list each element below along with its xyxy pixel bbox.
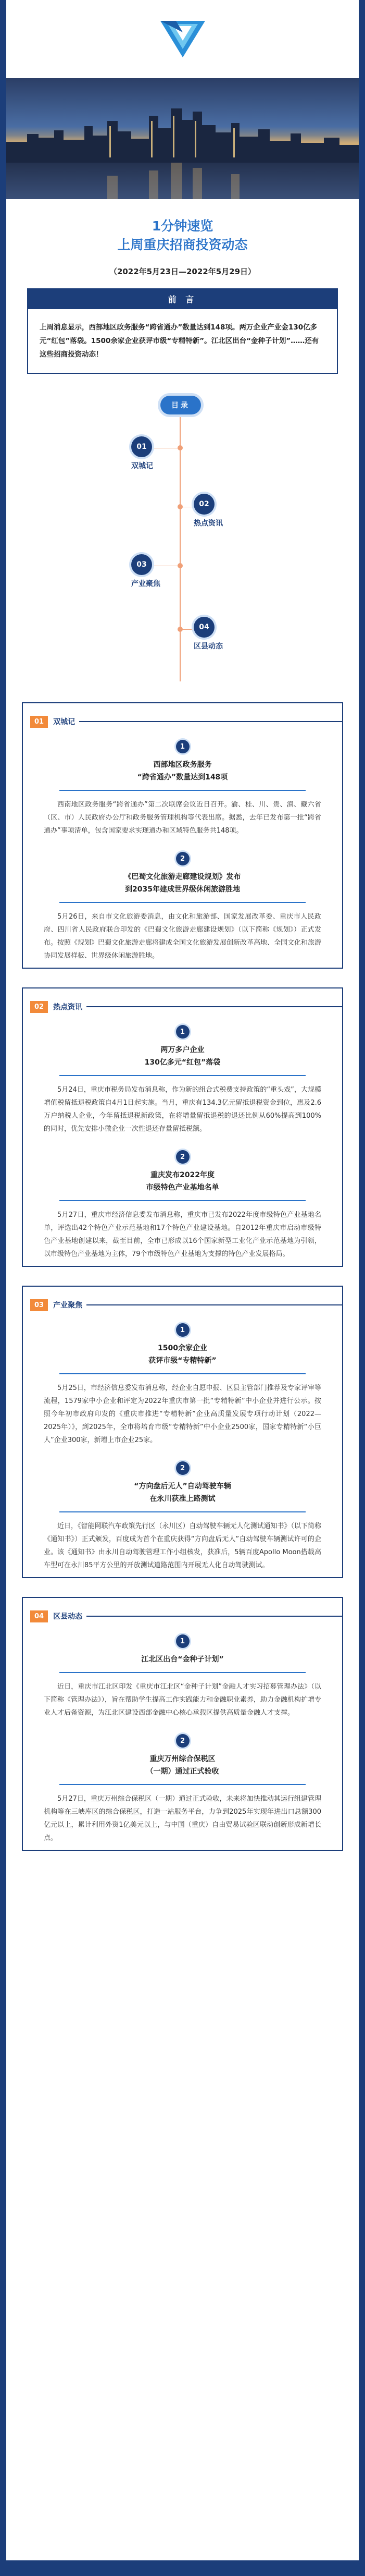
section-number: 01 xyxy=(30,716,48,728)
toc-timeline xyxy=(180,410,181,681)
news-item xyxy=(23,1016,342,1141)
item-badge: 2 xyxy=(176,1734,190,1748)
preface-box xyxy=(27,309,338,374)
item-headline xyxy=(59,1044,306,1076)
item-body: 5月24日，重庆市税务局发布消息称，作为新的组合式税费支持政策的“重头戏”，大规模增值税留抵退税政策自4月1日起实施。当月，重庆有134.3亿元留抵退税资金到位，惠及2.6万户纳税人企业，今年留抵退税新政策，在将增量留抵退税的退还比例从60%提高到100%的同时，优先安排小微企业一次性退还存量留抵税额。 xyxy=(44,1086,321,1133)
section-header xyxy=(23,1296,342,1314)
section-number: 03 xyxy=(30,1299,48,1311)
toc-item-number: 02 xyxy=(194,494,215,515)
section-industry-focus xyxy=(22,1286,343,1578)
item-headline xyxy=(59,759,306,791)
section-header xyxy=(23,1607,342,1625)
toc-item-number: 01 xyxy=(131,436,152,457)
news-item xyxy=(23,730,342,843)
title-line-2: 上周重庆招商投资动态 xyxy=(117,237,248,252)
item-body: 西南地区政务服务“跨省通办”第二次联席会议近日召开。渝、桂、川、贵、滇、藏六省（区、市）人民政府办公厅和政务服务管理机构等代表出席。据悉，去年已发布第一批“跨省通办”事项清单，包含国家要求实现通办和区域特色服务共148项。 xyxy=(44,801,321,835)
news-item xyxy=(23,1725,342,1850)
item-badge: 2 xyxy=(176,852,190,865)
item-body: 5月27日，重庆万州综合保税区（一期）通过正式验收，未来将加快推动其运行组建管理机构等在三峡库区的综合保税区，打造一站服务平台，力争到2025年实现年进出口总额300亿元以上，累计利用外资1亿美元以上，与中国（重庆）自由贸易试验区联动创新形成新增长点。 xyxy=(44,1795,321,1842)
toc-item-4[interactable] xyxy=(194,617,223,651)
item-headline xyxy=(59,1753,306,1785)
news-item xyxy=(23,1314,342,1452)
section-title: 热点资讯 xyxy=(53,1003,83,1011)
item-headline xyxy=(59,1342,306,1374)
item-body: 5月27日，重庆市经济信息委发布消息称，重庆市已发布2022年度市级特色产业基地名单，评选出42个特色产业示范基地和17个特色产业建设基地。自2012年重庆市启动市级特色产业基地创建以来，截至目前，全市已形成以16个国家新型工业化产业示范基地为引领，以市级特色产业基地为主体，79个市级特色产业基地为支撑的特色产业发展格局。 xyxy=(44,1211,321,1258)
headline-line-1: 重庆发布2022年度 xyxy=(150,1171,215,1179)
item-body: 近日，重庆市江北区印发《重庆市江北区“金种子计划”金融人才实习招募管理办法》（以下简称《管理办法》），旨在帮助学生提高工作实践能力和金融职业素养，助力金融机构扩增专业人才后备资源，为江北区建设西部金融中心核心承载区提供高质量金融人才支撑。 xyxy=(44,1683,322,1717)
news-item xyxy=(23,1141,342,1266)
headline-line-2: 获评市级“专精特新” xyxy=(148,1357,217,1365)
section-number: 04 xyxy=(30,1610,48,1622)
news-item xyxy=(23,843,342,968)
preface-text: 上周消息显示，西部地区政务服务“跨省通办”数量达到148项。两万企业产业金130亿多元“红包”落袋。1500余家企业获评市级“专精特新”。江北区出台“金种子计划”……还有这些招商投资动态！ xyxy=(40,323,319,359)
toc-item-label: 热点资讯 xyxy=(194,519,223,528)
headline-line-2: 到2035年建成世界级休闲旅游胜地 xyxy=(125,885,240,894)
headline-line-1: 1500余家企业 xyxy=(158,1344,207,1352)
toc-item-label: 产业聚焦 xyxy=(131,580,160,588)
toc-item-number: 03 xyxy=(131,554,152,575)
intro-title xyxy=(6,199,359,254)
headline-line-1: “方向盘后无人”自动驾驶车辆 xyxy=(134,1482,231,1491)
headline-line-1: 西部地区政务服务 xyxy=(153,761,212,769)
headline-line-1: 两万多户企业 xyxy=(160,1046,205,1054)
item-badge: 1 xyxy=(176,1025,190,1039)
section-title: 双城记 xyxy=(53,718,75,726)
item-headline xyxy=(59,1653,306,1673)
item-body: 近日，《智能网联汽车政策先行区（永川区）自动驾驶车辆无人化测试通知书》（以下简称《通知书》）正式颁发，百度成为首个在重庆获得“方向盘后无人”自动驾驶车辆测试许可的企业。该《通知书》由永川自动驾驶管理工作小组核发，获准后，5辆百度Apollo Moon搭载高车型可在永川85平方公里的开放测试道路范围内开展无人化自动驾驶测试。 xyxy=(44,1522,322,1569)
headline-line-1: 江北区出台“金种子计划” xyxy=(141,1655,224,1664)
item-badge: 1 xyxy=(176,1634,190,1648)
date-range: （2022年5月23日—2022年5月29日） xyxy=(109,267,256,276)
toc-item-number: 04 xyxy=(194,617,215,638)
news-item xyxy=(23,1625,342,1725)
table-of-contents xyxy=(6,389,359,702)
section-header xyxy=(23,713,342,730)
toc-item-3[interactable] xyxy=(131,554,160,589)
headline-line-1: 《巴蜀文化旅游走廊建设规划》发布 xyxy=(124,873,241,881)
preface-banner xyxy=(27,288,338,309)
section-header xyxy=(23,998,342,1016)
toc-label: 目录 xyxy=(160,396,201,414)
section-shuangchengji xyxy=(22,702,343,969)
section-title: 区县动态 xyxy=(53,1613,83,1621)
item-headline xyxy=(59,871,306,903)
headline-line-2: “跨省通办”数量达到148项 xyxy=(137,773,228,782)
item-badge: 2 xyxy=(176,1150,190,1164)
item-badge: 1 xyxy=(176,1323,190,1337)
section-title: 产业聚焦 xyxy=(53,1301,83,1310)
headline-line-2: （一期）通过正式验收 xyxy=(146,1767,219,1776)
section-number: 02 xyxy=(30,1001,48,1013)
toc-item-label: 区县动态 xyxy=(194,642,223,651)
item-body: 5月25日，市经济信息委发布消息称，经企业自愿申报、区县主管部门推荐及专家评审等流程，1579家中小企业和评定为2022年重庆市第一批“专精特新”中小企业并进行公示。按照今年初市政府印发的《重庆市推进“专精特新”企业高质量发展专项行动计划（2022—2025年）》，到2025年，全市将培育市级“专精特新”中小企业2500家，国家专精特新“小巨人”企业300家，新增上市企业25家。 xyxy=(44,1384,321,1444)
headline-line-2: 市级特色产业基地名单 xyxy=(146,1183,219,1192)
item-badge: 2 xyxy=(176,1461,190,1475)
headline-line-2: 130亿多元“红包”落袋 xyxy=(144,1058,221,1067)
city-skyline-image xyxy=(6,78,359,199)
brand-logo-icon xyxy=(160,21,205,57)
logo-area xyxy=(6,0,359,78)
preface-banner-label: 前 言 xyxy=(168,294,197,304)
article xyxy=(6,0,359,2576)
title-line-1: 1分钟速览 xyxy=(152,218,213,234)
headline-line-2: 在永川获准上路测试 xyxy=(149,1495,216,1503)
item-headline xyxy=(59,1169,306,1201)
toc-item-1[interactable] xyxy=(131,436,153,471)
section-district-news xyxy=(22,1597,343,1851)
toc-item-2[interactable] xyxy=(194,494,223,528)
item-badge: 1 xyxy=(176,740,190,753)
section-hot-news xyxy=(22,987,343,1267)
item-headline xyxy=(59,1480,306,1512)
item-body: 5月26日，来自市文化旅游委消息，由文化和旅游部、国家发展改革委、重庆市人民政府、四川省人民政府联合印发的《巴蜀文化旅游走廊建设规划》（以下简称《规划》）正式发布。按照《规划》巴蜀文化旅游走廊将建成全国文化旅游发展创新改革高地、全国文化和旅游协同发展样板、世界级休闲旅游胜地。 xyxy=(44,913,322,960)
footer-band xyxy=(6,2560,359,2576)
news-item xyxy=(23,1452,342,1577)
headline-line-1: 重庆万州综合保税区 xyxy=(149,1755,216,1763)
toc-item-label: 双城记 xyxy=(131,462,153,470)
